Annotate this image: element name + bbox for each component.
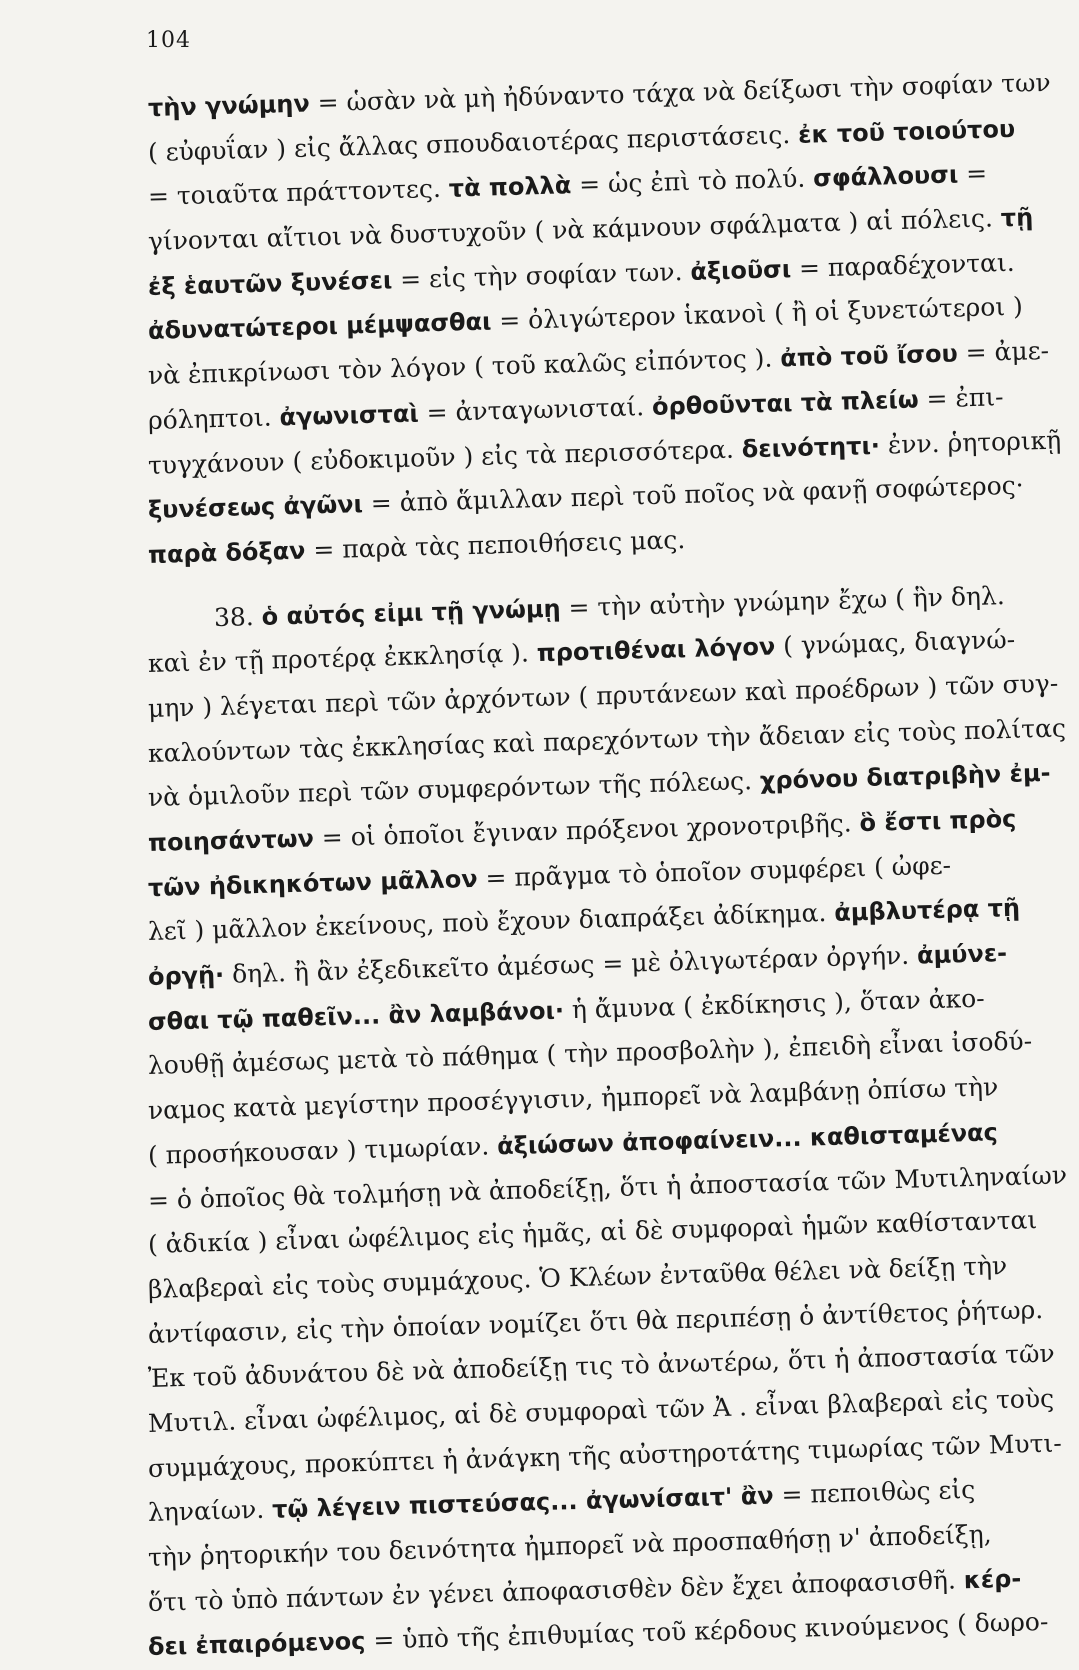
text-segment: Ἐκ τοῦ ἀδυνάτου δὲ νὰ ἀποδείξῃ τις τὸ ἀνωτέρω, ὅτι ἡ ἀποστασία τῶν bbox=[147, 1338, 1055, 1394]
commentary-text bbox=[147, 67, 1068, 1670]
text-segment: = ἀπὸ ἅμιλλαν περὶ τοῦ ποῖος νὰ φανῇ σοφώτερος· bbox=[362, 470, 1024, 519]
lemma-term: ἀμύνε- bbox=[916, 939, 1008, 970]
text-segment: τὴν ῥητορικήν του δεινότητα ἠμπορεῖ νὰ προσπαθήσῃ ν' ἀποδείξῃ, bbox=[147, 1519, 992, 1572]
text-segment: δηλ. ἢ ἂν ἐξεδικεῖτο ἀμέσως = μὲ ὀλιγωτέραν ὀργήν. bbox=[223, 940, 918, 989]
text-segment: ἀντίφασιν, εἰς τὴν ὁποίαν νομίζει ὅτι θὰ περιπέσῃ ὁ ἀντίθετος ῥήτωρ. bbox=[147, 1294, 1044, 1349]
text-segment: = παραδέχονται. bbox=[790, 247, 1016, 283]
text-segment: τυγχάνουν ( εὐδοκιμοῦν ) εἰς τὰ περισσότερα. bbox=[147, 433, 743, 480]
text-segment: λουθῇ ἀμέσως μετὰ τὸ πάθημα ( τὴν προσβολὴν ), ἐπειδὴ εἶναι ἰσοδύ- bbox=[147, 1026, 1033, 1081]
text-segment: νὰ ἐπικρίνωσι τὸν λόγον ( τοῦ καλῶς εἰπόντος ). bbox=[147, 343, 781, 391]
lemma-term: ἀμβλυτέρᾳ τῇ bbox=[833, 894, 1021, 928]
text-segment: συμμάχους, προκύπτει ἡ ἀνάγκη τῆς αὐστηροτάτης τιμωρίας τῶν Μυτι- bbox=[147, 1428, 1063, 1483]
text-segment: ἡ ἄμυνα ( ἐκδίκησις ), ὅταν ἀκο- bbox=[563, 983, 986, 1025]
text-segment: = ὡσὰν νὰ μὴ ἠδύναντο τάχα νὰ δείξωσι τὴν σοφίαν των bbox=[309, 67, 1051, 118]
text-segment: γίνονται αἴτιοι νὰ δυστυχοῦν ( νὰ κάμνουν σφάλματα ) αἱ πόλεις. bbox=[147, 203, 1002, 257]
lemma-term: τῷ λέγειν πιστεύσας... ἀγωνίσαιτ' ἂν bbox=[271, 1481, 774, 1524]
lemma-term: ἀπὸ τοῦ ἴσου bbox=[779, 339, 959, 373]
text-segment: = εἰς τὴν σοφίαν των. bbox=[391, 256, 691, 294]
lemma-term: σθαι τῷ παθεῖν... ἂν λαμβάνοι· bbox=[147, 996, 565, 1036]
lemma-term: τὴν γνώμην bbox=[147, 89, 311, 122]
text-segment: 38. bbox=[213, 601, 263, 632]
text-segment: ὅτι τὸ ὑπὸ πάντων ἐν γένει ἀποφασισθὲν δὲν ἔχει ἀποφασισθῆ. bbox=[147, 1564, 965, 1617]
text-segment: καὶ ἐν τῇ προτέρᾳ ἐκκλησίᾳ ). bbox=[147, 638, 538, 679]
lemma-term: προτιθέναι λόγον bbox=[536, 632, 776, 668]
text-segment: = τὴν αὐτὴν γνώμην ἔχω ( ἣν δηλ. bbox=[560, 580, 1006, 623]
text-segment: ( προσήκουσαν ) τιμωρίαν. bbox=[147, 1131, 498, 1170]
text-segment: = οἱ ὁποῖοι ἔγιναν πρόξενοι χρονοτριβῆς. bbox=[313, 808, 860, 853]
text-segment: = πεποιθὼς εἰς bbox=[773, 1475, 976, 1510]
lemma-term: ὃ ἔστι πρὸς bbox=[859, 804, 1017, 838]
lemma-term: τῇ bbox=[1000, 203, 1034, 233]
text-segment: νὰ ὁμιλοῦν περὶ τῶν συμφερόντων τῆς πόλεως. bbox=[147, 766, 761, 813]
lemma-term: χρόνου διατριβὴν ἐμ- bbox=[759, 759, 1051, 796]
lemma-term: ἐξ ἑαυτῶν ξυνέσει bbox=[147, 265, 393, 301]
text-segment: = πρᾶγμα τὸ ὁποῖον συμφέρει ( ὠφε- bbox=[477, 850, 952, 893]
text-segment: ( ἀδικία ) εἶναι ὠφέλιμος εἰς ἡμᾶς, αἱ δὲ συμφοραὶ ἡμῶν καθίστανται bbox=[147, 1205, 1038, 1260]
lemma-term: ἐκ τοῦ τοιούτου bbox=[797, 114, 1016, 149]
text-segment: = bbox=[957, 158, 988, 189]
text-segment: Μυτιλ. εἶναι ὠφέλιμος, αἱ δὲ συμφοραὶ τῶν Ἀ . εἶναι βλαβεραὶ εἰς τοὺς bbox=[147, 1383, 1055, 1438]
text-segment: λεῖ ) μᾶλλον ἐκείνους, ποὺ ἔχουν διαπράξει ἀδίκημα. bbox=[147, 898, 835, 947]
lemma-term: ὁ αὐτός εἰμι τῇ γνώμῃ bbox=[261, 594, 562, 631]
text-segment: ρόληπτοι. bbox=[147, 402, 280, 435]
text-segment: = ὀλιγώτερον ἱκανοὶ ( ἢ οἱ ξυνετώτεροι ) bbox=[490, 292, 1024, 336]
lemma-term: σφάλλουσι bbox=[812, 160, 959, 193]
text-segment: ληναίων. bbox=[147, 1494, 273, 1528]
lemma-term: δεινότητι· bbox=[741, 431, 881, 463]
text-segment: = τοιαῦτα πράττοντες. bbox=[147, 173, 450, 212]
lemma-term: ποιησάντων bbox=[147, 824, 315, 857]
lemma-term: τὰ πολλὰ bbox=[448, 171, 572, 203]
text-segment: ( γνώμας, διαγνώ- bbox=[774, 625, 1016, 661]
text-segment: ἐνν. ῥητορικῇ bbox=[879, 424, 1062, 460]
lemma-term: δει ἐπαιρόμενος bbox=[147, 1627, 366, 1662]
text-segment: = ἀμε- bbox=[957, 335, 1050, 368]
page-number: 104 bbox=[146, 28, 191, 53]
lemma-term: τῶν ἠδικηκότων μᾶλλον bbox=[147, 864, 478, 902]
lemma-term: ἀδυνατώτεροι μέμψασθαι bbox=[147, 307, 492, 346]
text-segment: βλαβεραὶ εἰς τοὺς συμμάχους. Ὁ Κλέων ἐνταῦθα θέλει νὰ δείξῃ τὴν bbox=[147, 1250, 1008, 1304]
text-segment: = ὑπὸ τῆς ἐπιθυμίας τοῦ κέρδους κινούμενος ( δωρο- bbox=[364, 1607, 1049, 1656]
lemma-term: ὀρθοῦνται τὰ πλείω bbox=[651, 385, 919, 421]
lemma-term: κέρ- bbox=[963, 1564, 1022, 1594]
text-segment: καλούντων τὰς ἐκκλησίας καὶ παρεχόντων τὴν ἄδειαν εἰς τοὺς πολίτας bbox=[147, 712, 1067, 768]
text-segment: μην ) λέγεται περὶ τῶν ἀρχόντων ( πρυτάνεων καὶ προέδρων ) τῶν συγ- bbox=[147, 668, 1059, 723]
lemma-term: ὀργῇ· bbox=[147, 960, 225, 992]
lemma-term: ἀξιώσων ἀποφαίνειν... καθισταμένας bbox=[496, 1118, 999, 1161]
text-segment: = ὁ ὁποῖος θὰ τολμήσῃ νὰ ἀποδείξῃ, ὅτι ἡ ἀποστασία τῶν Μυτιληναίων bbox=[147, 1159, 1068, 1215]
lemma-term: παρὰ δόξαν bbox=[147, 536, 306, 569]
lemma-term: ἀγωνισταὶ bbox=[279, 399, 420, 432]
lemma-term: ἀξιοῦσι bbox=[689, 254, 792, 286]
lemma-term: ξυνέσεως ἀγῶνι bbox=[147, 490, 364, 525]
text-segment: = ἐπι- bbox=[918, 381, 1004, 414]
text-segment: ναμος κατὰ μεγίστην προσέγγισιν, ἠμπορεῖ νὰ λαμβάνῃ ὀπίσω τὴν bbox=[147, 1072, 999, 1126]
text-segment: ( εὐφυΐαν ) εἰς ἄλλας σπουδαιοτέρας περιστάσεις. bbox=[147, 119, 799, 167]
text-segment: = παρὰ τὰς πεποιθήσεις μας. bbox=[305, 524, 686, 565]
text-segment: = ὡς ἐπὶ τὸ πολύ. bbox=[570, 163, 814, 200]
text-segment: = ἀνταγωνισταί. bbox=[418, 391, 653, 428]
